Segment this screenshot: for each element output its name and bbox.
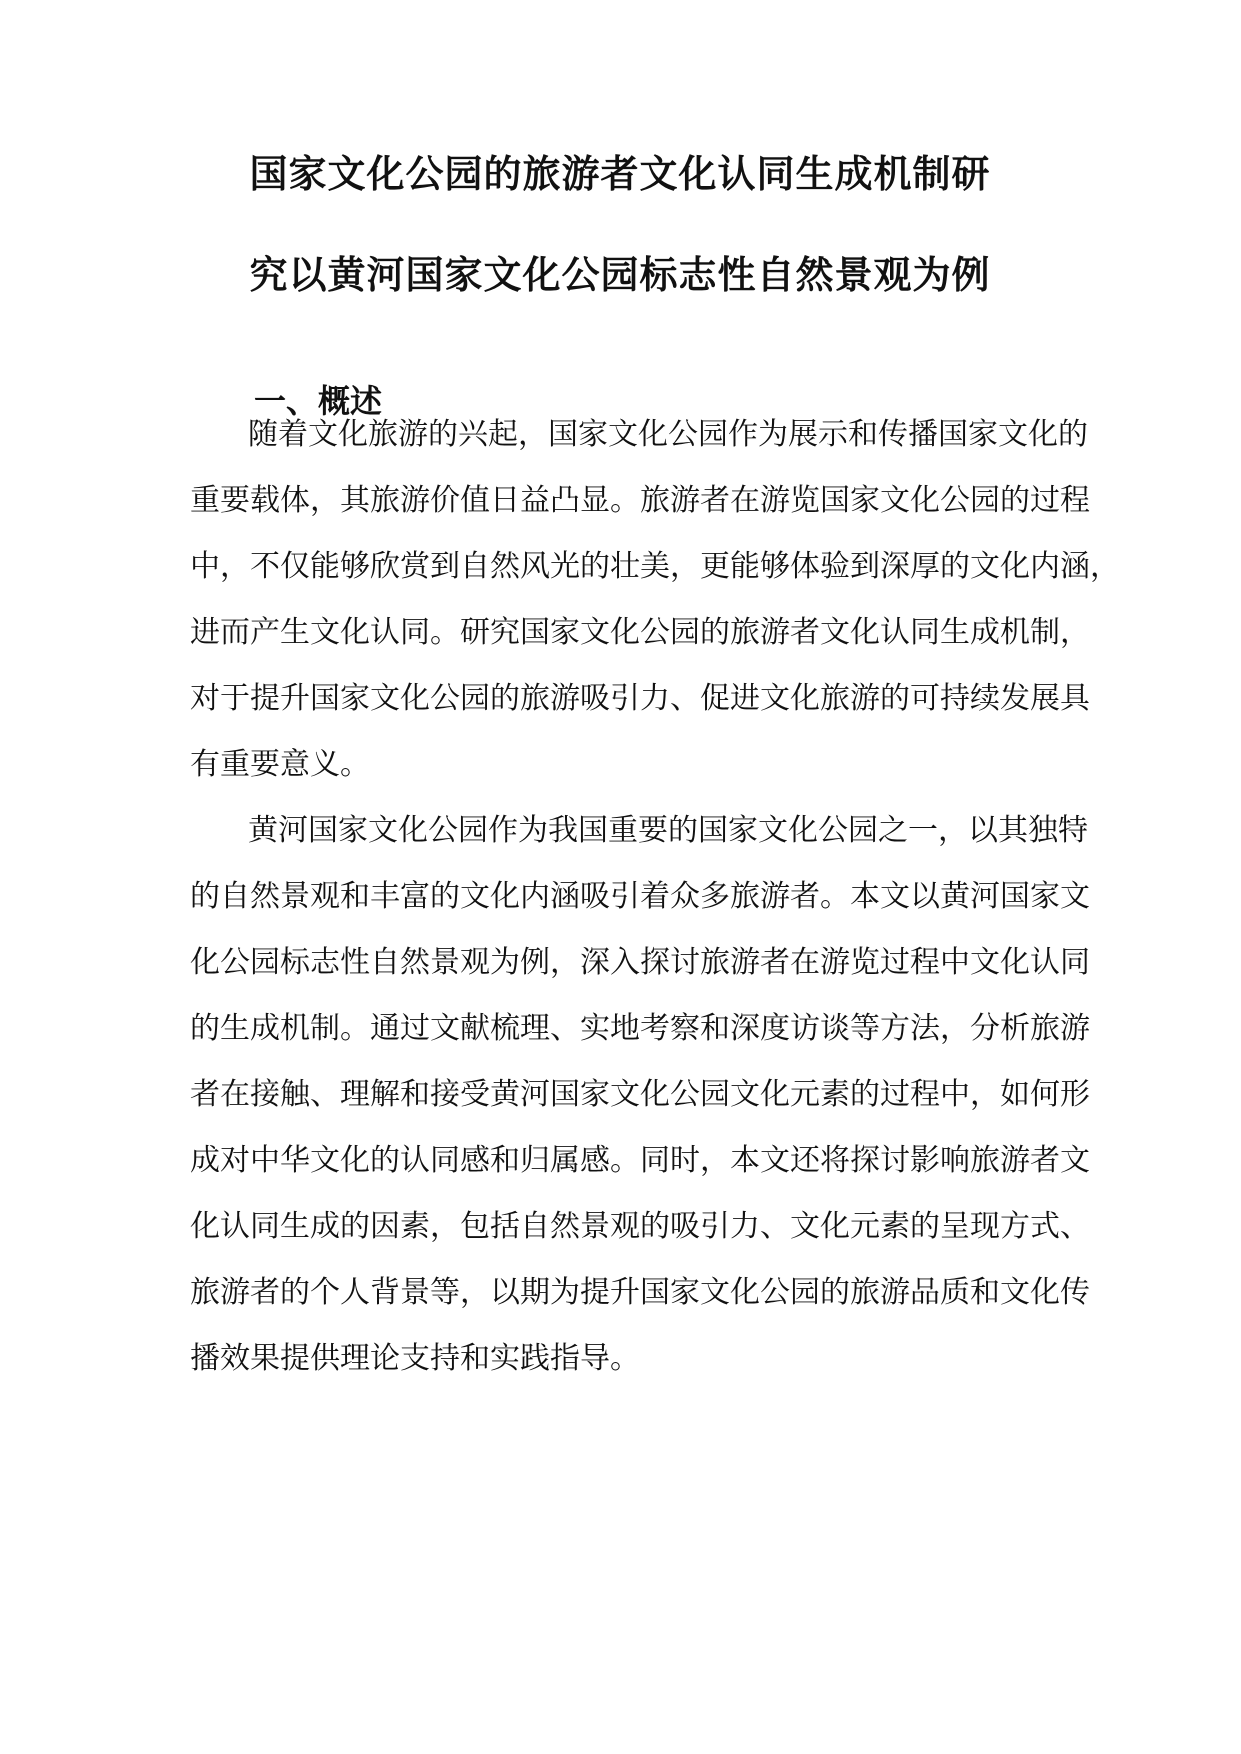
- paragraph-line: 的生成机制。通过文献梳理、实地考察和深度访谈等方法，分析旅游: [190, 1011, 1090, 1046]
- paragraph-line: 者在接触、理解和接受黄河国家文化公园文化元素的过程中，如何形: [190, 1077, 1090, 1112]
- paragraph-line: 的自然景观和丰富的文化内涵吸引着众多旅游者。本文以黄河国家文: [190, 879, 1090, 914]
- section-heading-overview: 一、概述: [254, 382, 383, 420]
- paragraph-line: 黄河国家文化公园作为我国重要的国家文化公园之一，以其独特: [248, 813, 1088, 848]
- paragraph-line: 旅游者的个人背景等，以期为提升国家文化公园的旅游品质和文化传: [190, 1275, 1090, 1310]
- paragraph-line: 有重要意义。: [190, 747, 370, 782]
- paragraph-line: 中，不仅能够欣赏到自然风光的壮美，更能够体验到深厚的文化内涵，: [190, 549, 1120, 584]
- paper-title-line-1: 国家文化公园的旅游者文化认同生成机制研: [249, 152, 991, 196]
- paragraph-line: 成对中华文化的认同感和归属感。同时，本文还将探讨影响旅游者文: [190, 1143, 1090, 1178]
- paragraph-line: 播效果提供理论支持和实践指导。: [190, 1341, 640, 1376]
- paragraph-line: 对于提升国家文化公园的旅游吸引力、促进文化旅游的可持续发展具: [190, 681, 1090, 716]
- paragraph-line: 进而产生文化认同。研究国家文化公园的旅游者文化认同生成机制，: [190, 615, 1090, 650]
- paragraph-line: 化认同生成的因素，包括自然景观的吸引力、文化元素的呈现方式、: [190, 1209, 1090, 1244]
- paragraph-line: 化公园标志性自然景观为例，深入探讨旅游者在游览过程中文化认同: [190, 945, 1090, 980]
- paragraph-line: 随着文化旅游的兴起，国家文化公园作为展示和传播国家文化的: [248, 417, 1088, 452]
- paper-title-line-2: 究以黄河国家文化公园标志性自然景观为例: [249, 253, 991, 297]
- paragraph-line: 重要载体，其旅游价值日益凸显。旅游者在游览国家文化公园的过程: [190, 483, 1090, 518]
